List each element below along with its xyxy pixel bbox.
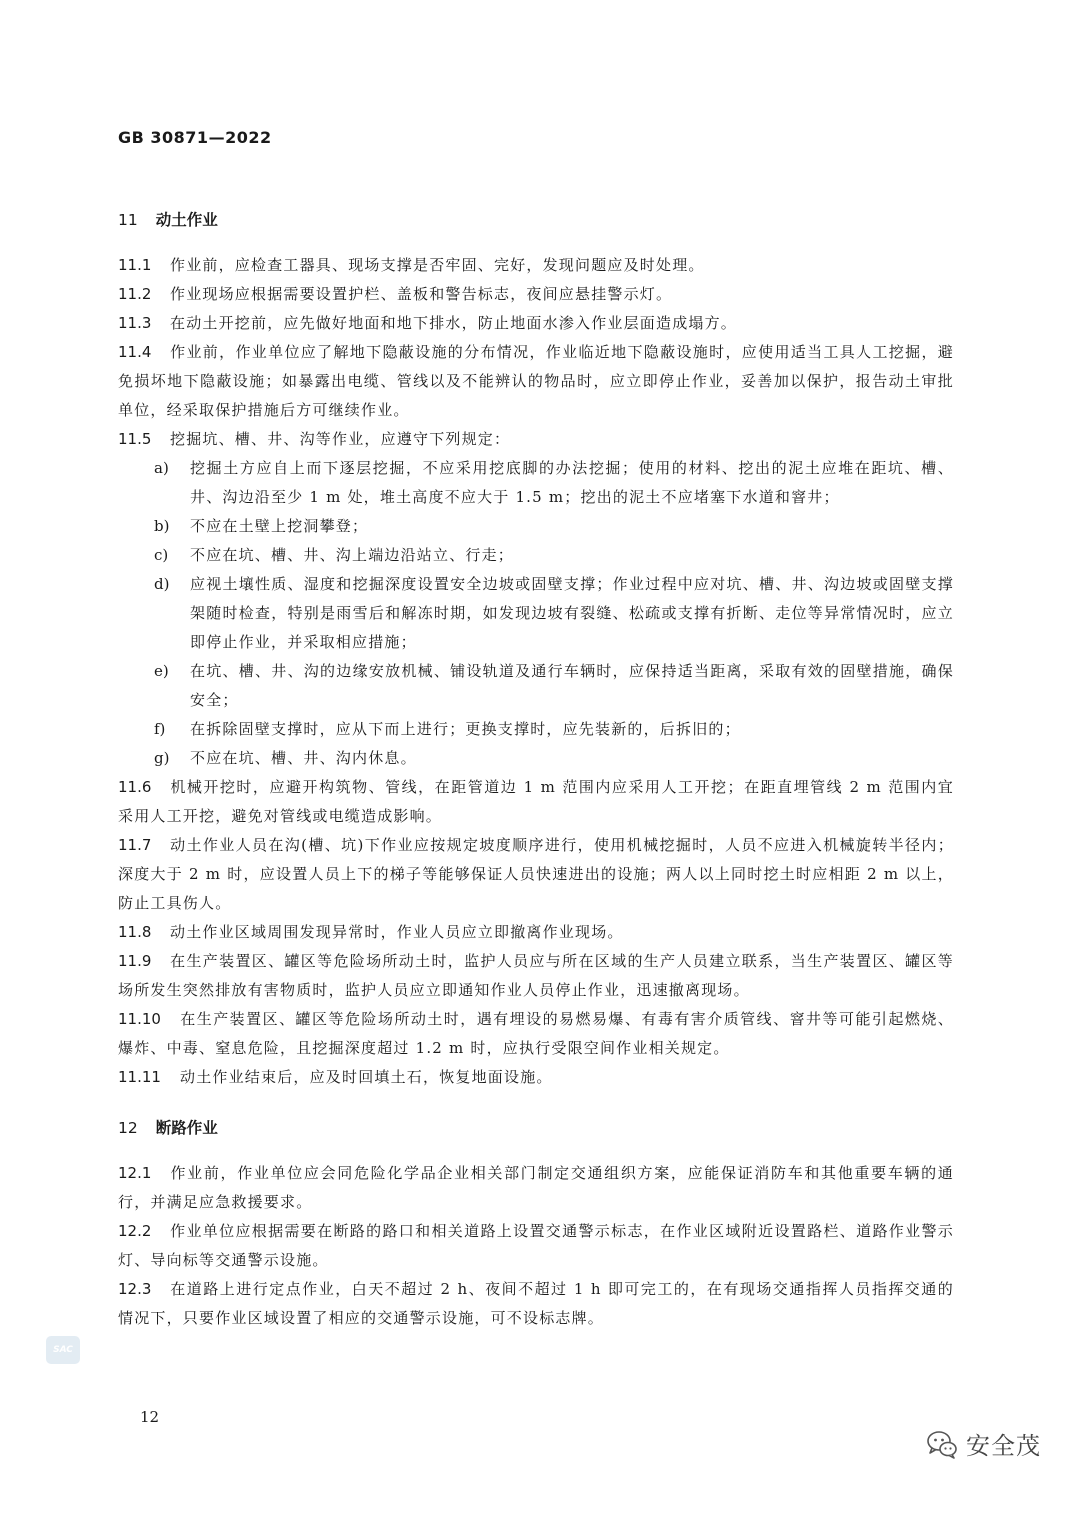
- list-item-g: g) 不应在坑、槽、井、沟内休息。: [154, 749, 417, 767]
- list-item-a: a) 挖掘土方应自上而下逐层挖掘，不应采用挖底脚的办法挖掘；使用的材料、挖出的泥土应堆在距坑、槽、井、沟边沿至少 1 m 处，堆土高度不应大于 1.5 m；挖出的泥土不应堵塞下水道和窨井；: [154, 459, 954, 506]
- document-body: [118, 200, 954, 1333]
- clause-11-3: 11.3 在动土开挖前，应先做好地面和地下排水，防止地面水渗入作业层面造成塌方。: [118, 314, 738, 332]
- standard-code: GB 30871—2022: [118, 128, 272, 147]
- section-number: 12: [118, 1119, 138, 1137]
- sac-watermark-icon: SAC: [46, 1336, 80, 1364]
- section-title: 断路作业: [155, 1119, 218, 1137]
- clause-11-8: 11.8 动土作业区域周围发现异常时，作业人员应立即撤离作业现场。: [118, 923, 624, 941]
- wechat-icon: [926, 1428, 958, 1460]
- clause-11-2: 11.2 作业现场应根据需要设置护栏、盖板和警告标志，夜间应悬挂警示灯。: [118, 285, 673, 303]
- clause-11-10: 11.10 在生产装置区、罐区等危险场所动土时，遇有埋设的易燃易爆、有毒有害介质管线、窨井等可能引起燃烧、爆炸、中毒、窒息危险，且挖掘深度超过 1.2 m 时，应执行受限空间作业相关规定。: [118, 1010, 954, 1057]
- clause-11-9: 11.9 在生产装置区、罐区等危险场所动土时，监护人员应与所在区域的生产人员建立联系，当生产装置区、罐区等场所发生突然排放有害物质时，监护人员应立即通知作业人员停止作业，迅速撤离现场。: [118, 952, 954, 999]
- list-item-f: f) 在拆除固壁支撑时，应从下而上进行；更换支撑时，应先装新的，后拆旧的；: [154, 720, 741, 738]
- list-item-e: e) 在坑、槽、井、沟的边缘安放机械、铺设轨道及通行车辆时，应保持适当距离，采取有效的固壁措施，确保安全；: [154, 662, 954, 709]
- brand-name: 安全茂: [966, 1432, 1041, 1460]
- brand-watermark: [926, 1426, 1041, 1461]
- clause-11-6: 11.6 机械开挖时，应避开构筑物、管线，在距管道边 1 m 范围内应采用人工开挖；在距直埋管线 2 m 范围内宜采用人工开挖，避免对管线或电缆造成影响。: [118, 778, 954, 825]
- section-title: 动土作业: [155, 211, 218, 229]
- clause-11-5: 11.5 挖掘坑、槽、井、沟等作业，应遵守下列规定：: [118, 430, 511, 448]
- section-heading-12: [118, 1114, 954, 1143]
- clause-11-1: 11.1 作业前，应检查工器具、现场支撑是否牢固、完好，发现问题应及时处理。: [118, 256, 705, 274]
- clause-12-1: 12.1 作业前，作业单位应会同危险化学品企业相关部门制定交通组织方案，应能保证消防车和其他重要车辆的通行，并满足应急救援要求。: [118, 1164, 954, 1211]
- page-number: 12: [140, 1408, 160, 1426]
- list-item-d: d) 应视土壤性质、湿度和挖掘深度设置安全边坡或固壁支撑；作业过程中应对坑、槽、井、沟边坡或固壁支撑架随时检查，特别是雨雪后和解冻时期，如发现边坡有裂缝、松疏或支撑有折断、走位等异常情况时，应立即停止作业，并采取相应措施；: [154, 575, 954, 651]
- clause-11-4: 11.4 作业前，作业单位应了解地下隐蔽设施的分布情况，作业临近地下隐蔽设施时，应使用适当工具人工挖掘，避免损坏地下隐蔽设施；如暴露出电缆、管线以及不能辨认的物品时，应立即停止作业，妥善加以保护，报告动土审批单位，经采取保护措施后方可继续作业。: [118, 343, 954, 419]
- clause-12-3: 12.3 在道路上进行定点作业，白天不超过 2 h、夜间不超过 1 h 即可完工的，在有现场交通指挥人员指挥交通的情况下，只要作业区域设置了相应的交通警示设施，可不设标志牌。: [118, 1280, 954, 1327]
- clause-11-11: 11.11 动土作业结束后，应及时回填土石，恢复地面设施。: [118, 1068, 553, 1086]
- section-number: 11: [118, 211, 138, 229]
- list-item-b: b) 不应在土壁上挖洞攀登；: [154, 517, 369, 535]
- section-heading-11: [118, 206, 954, 235]
- clause-11-7: 11.7 动土作业人员在沟(槽、坑)下作业应按规定坡度顺序进行，使用机械挖掘时，人员不应进入机械旋转半径内；深度大于 2 m 时，应设置人员上下的梯子等能够保证人员快速进出的设施；两人以上同时挖土时应相距 2 m 以上，防止工具伤人。: [118, 836, 954, 912]
- list-item-c: c) 不应在坑、槽、井、沟上端边沿站立、行走；: [154, 546, 515, 564]
- clause-12-2: 12.2 作业单位应根据需要在断路的路口和相关道路上设置交通警示标志，在作业区域附近设置路栏、道路作业警示灯、导向标等交通警示设施。: [118, 1222, 954, 1269]
